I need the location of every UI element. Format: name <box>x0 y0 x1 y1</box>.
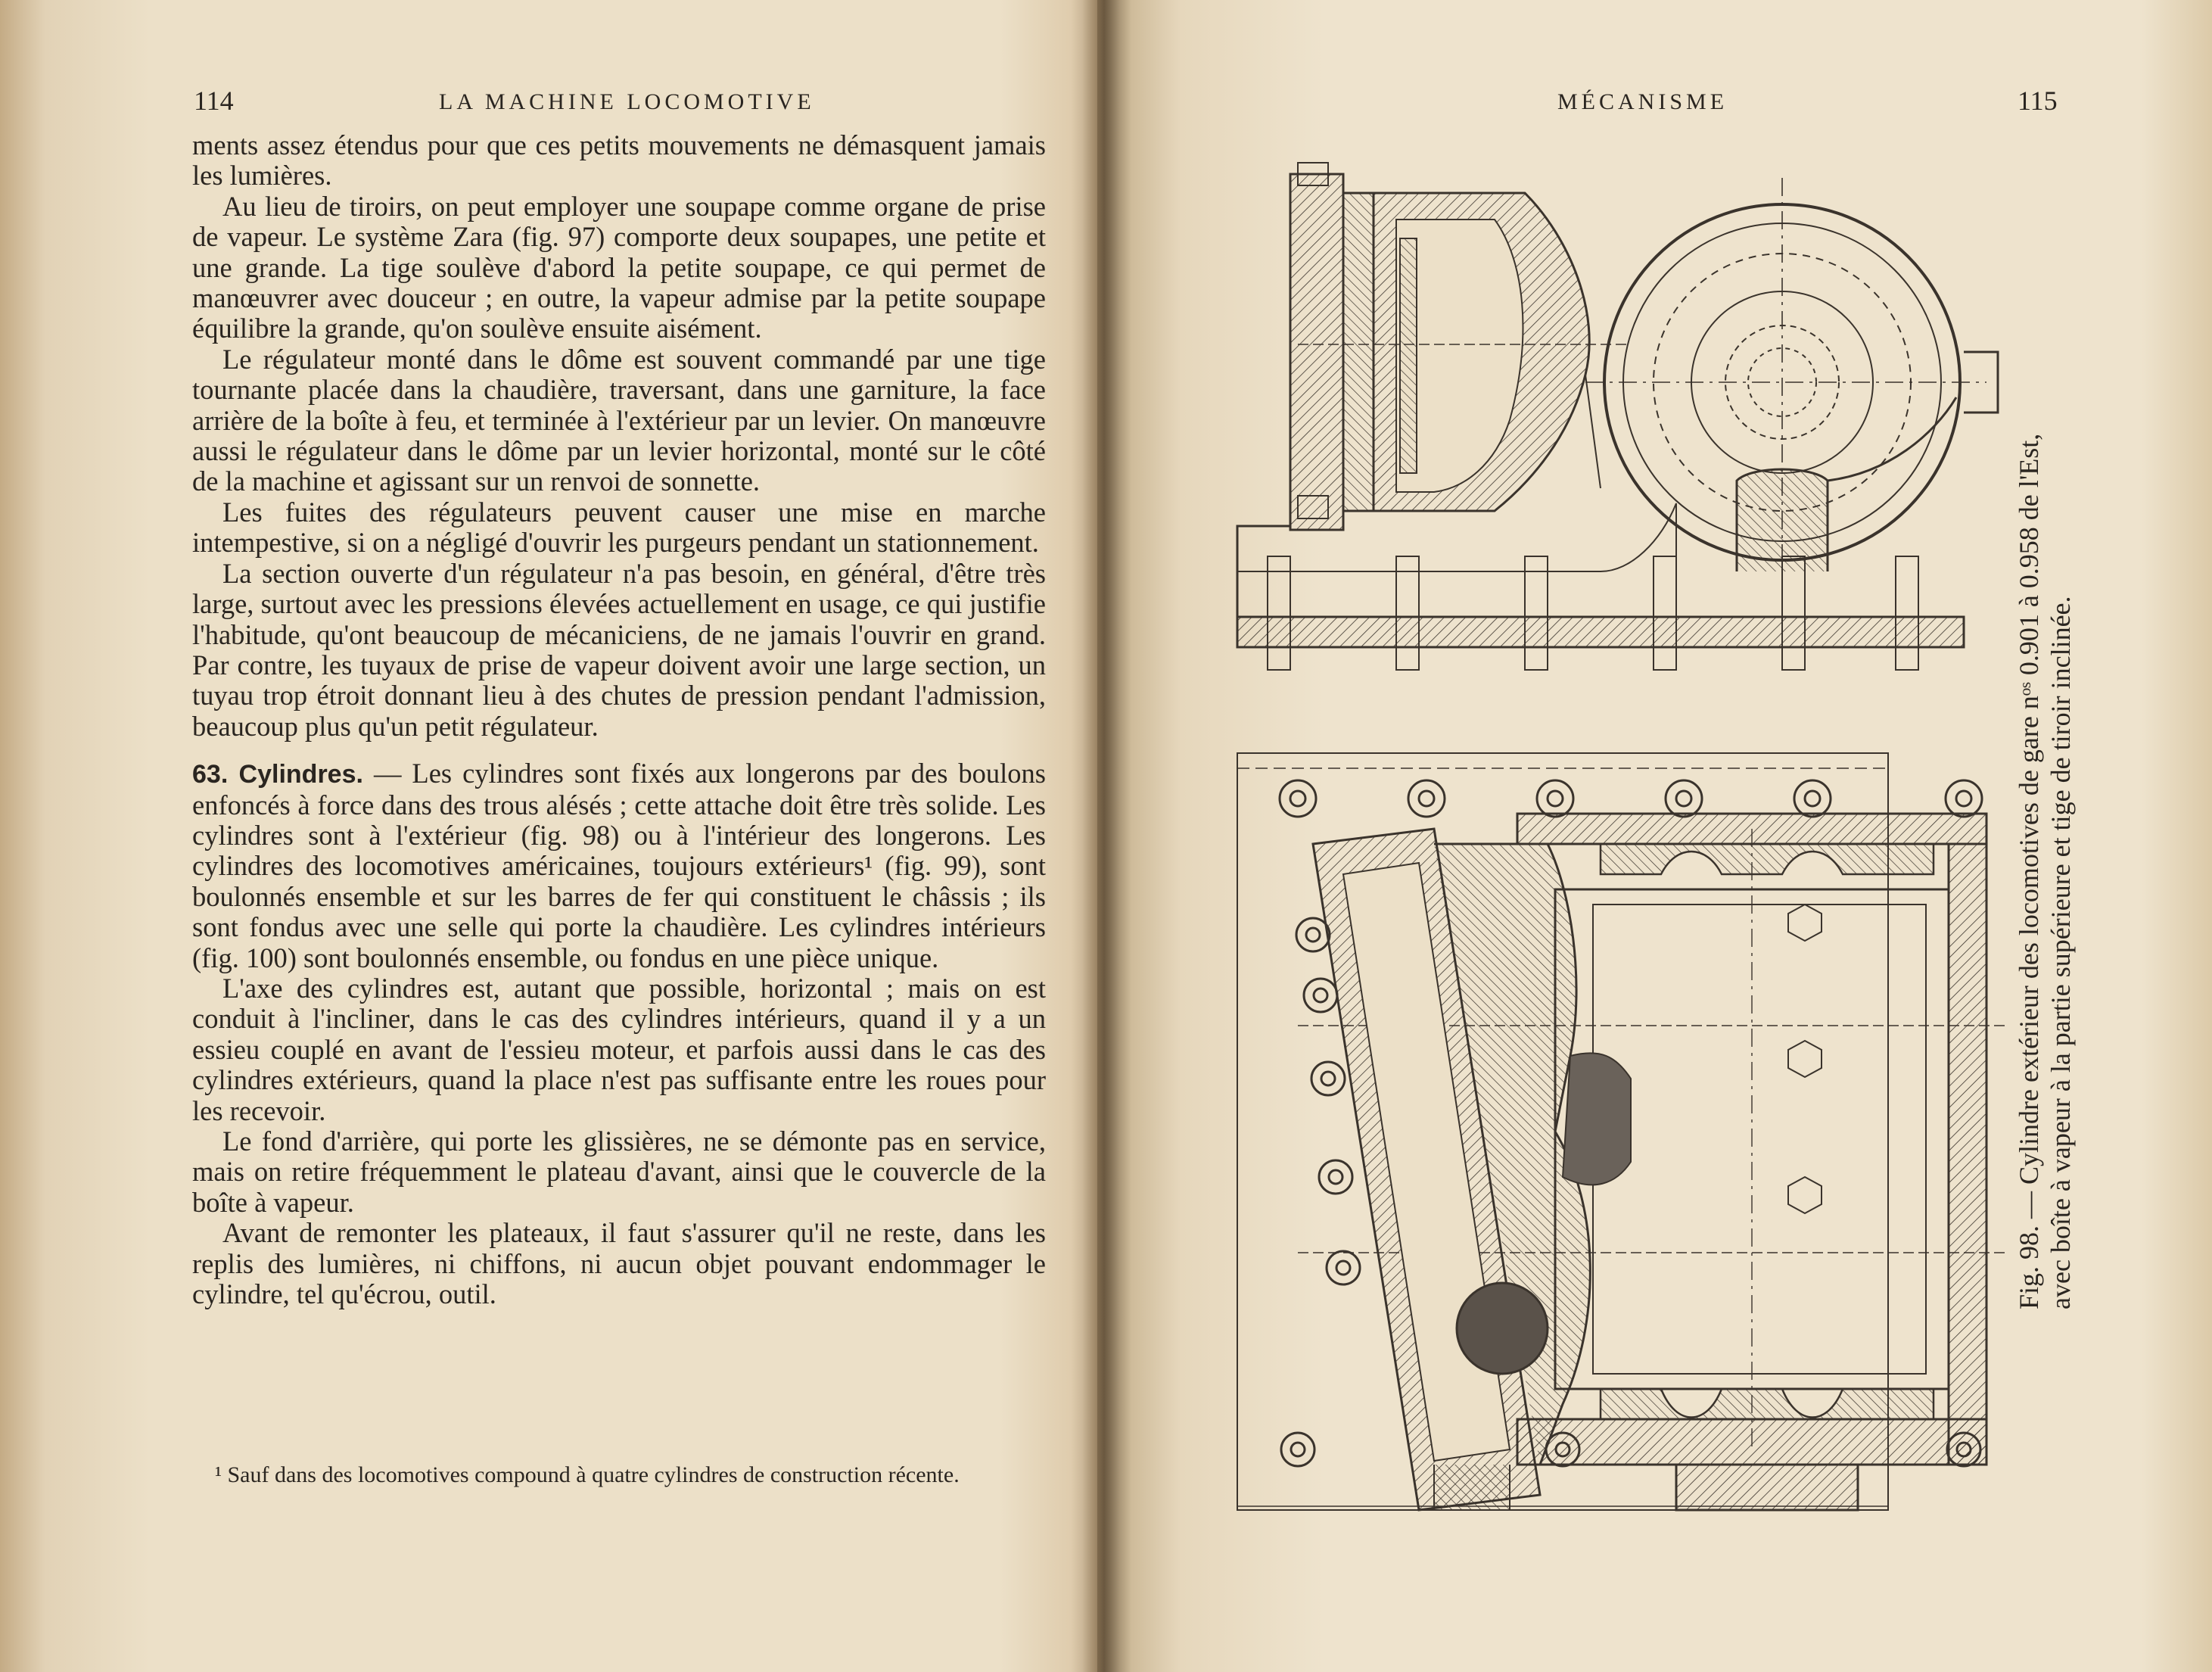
paragraph: La section ouverte d'un régulateur n'a pas besoin, en général, d'être très large, surtout avec les pressions élevées actuellement en usage, ce qui justifie l'habitude, qu'ont beaucoup de mécaniciens, de ne jamais l'ouvrir en grand. Par contre, les tuyaux de prise de vapeur doivent avoir une large section, un tuyau trop étroit donnant lieu à des chutes de pression pendant l'admission, beaucoup plus qu'un petit régulateur. <box>192 557 1046 742</box>
figure-caption <box>2013 68 2077 1309</box>
paragraph: Avant de remonter les plateaux, il faut s'assurer qu'il ne reste, dans les replis des lumières, ni chiffons, ni aucun objet pouvant endommager le cylindre, tel qu'écrou, outil. <box>192 1217 1046 1310</box>
caption-line-1: Fig. 98. — Cylindre extérieur des locomotives de gare nᵒˢ 0.901 à 0.958 de l'Est, <box>2014 433 2044 1309</box>
paragraph: Les fuites des régulateurs peuvent causer une mise en marche intempestive, si on a négligé d'ouvrir les purgeurs pendant un stationnement. <box>192 496 1046 559</box>
right-page-number: 115 <box>2018 86 2058 116</box>
fig-98-drawing <box>1207 148 2024 1533</box>
caption-line-2: avec boîte à vapeur à la partie supérieure et tige de tiroir inclinée. <box>2046 596 2076 1309</box>
left-body-text <box>192 130 1046 1309</box>
footnote <box>192 1461 1046 1490</box>
left-running-head: LA MACHINE LOCOMOTIVE <box>439 89 815 114</box>
section-title: 63. Cylindres. <box>192 760 363 789</box>
paragraph: Le fond d'arrière, qui porte les glissières, ne se démonte pas en service, mais on retire fréquemment le plateau d'avant, ainsi que le couvercle de la boîte à vapeur. <box>192 1126 1046 1218</box>
paragraph: Au lieu de tiroirs, on peut employer une soupape comme organe de prise de vapeur. Le système Zara (fig. 97) comporte deux soupapes, une petite et une grande. La tige soulève d'abord la petite soupape, ce qui permet de manœuvrer avec douceur ; en outre, la vapeur admise par la petite soupape équilibre la grande, qu'on soulève ensuite aisément. <box>192 190 1046 344</box>
section-text: — Les cylindres sont fixés aux longerons par des boulons enfoncés à force dans des trous alésés ; cette attache doit être très solide. Les cylindres sont à l'extérieur (fig. 98) ou à l'intérieur des longerons. Les cylindres des locomotives américaines, toujours extérieurs¹ (fig. 99), sont boulonnés ensemble et sur les barres de fer qui constituent le châssis ; ils sont fondus avec une selle qui porte la chaudière. Les cylindres intérieurs (fig. 100) sont boulonnés ensemble, ou fondus en une pièce unique. <box>192 758 1047 973</box>
book-gutter <box>1071 0 1131 1672</box>
section-paragraph <box>192 758 1046 973</box>
left-page-number: 114 <box>194 86 234 116</box>
paragraph: Le régulateur monté dans le dôme est souvent commandé par une tige tournante placée dans la chaudière, traversant, dans une garniture, la face arrière de la boîte à feu, et terminée à l'extérieur par un levier. On manœuvre aussi le régulateur dans le dôme par un levier horizontal, monté sur le côté de la machine et agissant sur un renvoi de sonnette. <box>192 343 1046 497</box>
right-running-head: MÉCANISME <box>1557 89 1728 114</box>
footnote-text: ¹ Sauf dans des locomotives compound à quatre cylindres de construction récente. <box>215 1462 960 1487</box>
cylinder-technical-drawing <box>1207 148 2024 1537</box>
paragraph: L'axe des cylindres est, autant que possible, horizontal ; mais on est conduit à l'incliner, dans le cas des cylindres intérieurs, quand il y a un essieu couplé en avant de l'essieu moteur, et parfois aussi dans le cas des cylindres extérieurs, quand la place n'est pas suffisante entre les roues pour les recevoir. <box>192 972 1046 1126</box>
paragraph: ments assez étendus pour que ces petits mouvements ne démasquent jamais les lumières. <box>192 129 1046 191</box>
